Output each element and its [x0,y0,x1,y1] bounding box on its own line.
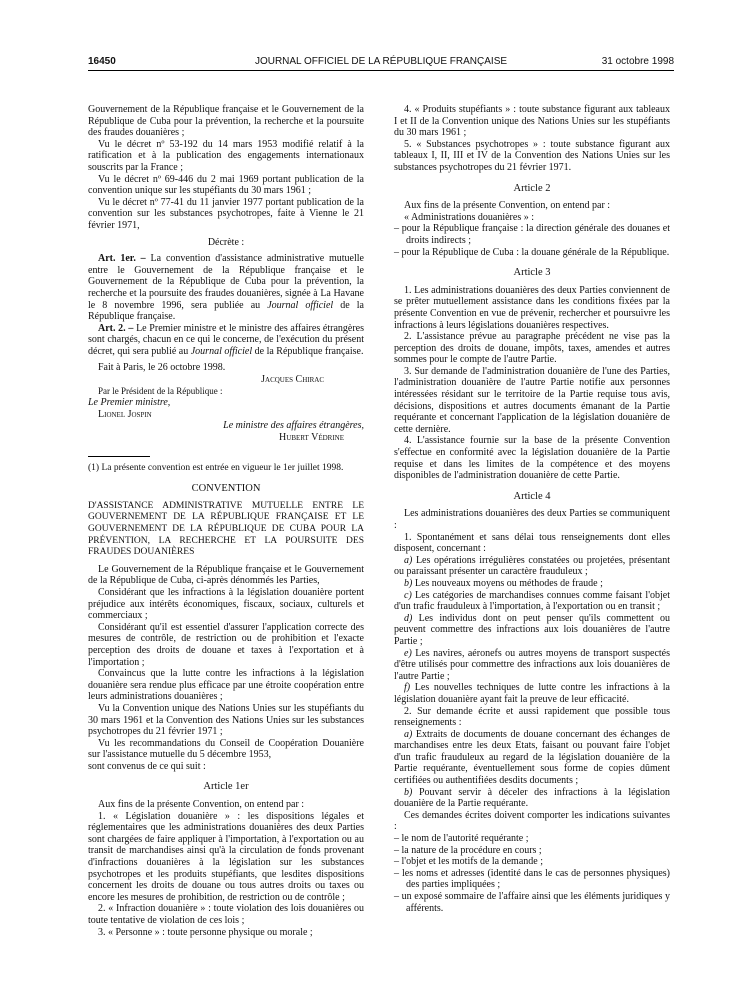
item-text: Extraits de documents de douane concernant des échanges de marchandises entre les deux Etats, faisant ou pouvant faire l'objet d'un trafic frauduleux au regard de la législation douanière de la Partie requérante, éventuellement sous forme de copies dûment certifiées ou authentifiées desdits documents ; [394,728,670,787]
list-item [394,729,670,787]
place-date: Fait à Paris, le 26 octobre 1998. [98,362,226,374]
article-label: Art. 2. – [98,322,134,334]
pm-title-text: Le Premier ministre, [88,397,171,409]
paragraph: Le Gouvernement de la République française et le Gouvernement de la République de Cuba, ci-après dénommés les Parties, [88,563,364,587]
article-text: de la République française. [252,345,364,357]
paragraph: 2. « Infraction douanière » : toute violation des lois douanières ou toute tentative de violation de ces lois ; [88,903,364,926]
paragraph: Considérant que les infractions à la législation douanière portent préjudice aux intérêts économiques, fiscaux, sociaux, culturels et commerciaux ; [88,586,364,622]
article-1 [88,253,364,323]
paragraph: 2. Sur demande écrite et aussi rapidement que possible tous renseignements : [394,705,670,729]
paragraph: Vu le décret nº 69-446 du 2 mai 1969 portant publication de la convention unique sur les stupéfiants du 30 mars 1961 ; [88,173,364,197]
item-letter: c) [404,589,412,601]
list-item: – pour la République française : la direction générale des douanes et droits indirects ; [394,223,670,246]
right-column [394,104,670,914]
footnote: (1) La présente convention est entrée en vigueur le 1er juillet 1998. [88,462,344,473]
paragraph: Convaincus que la lutte contre les infractions à la législation douanière sera rendue plus efficace par une étroite coopération entre leurs administrations douanières ; [88,668,364,703]
paragraph: Gouvernement de la République française et le Gouvernement de la République de Cuba pour la prévention, la recherche et la poursuite des fraudes douanières ; [88,104,364,139]
signature-president: Jacques Chirac [261,374,324,386]
list-item [394,578,670,590]
paragraph: 2. L'assistance prévue au paragraphe précédent ne vise pas la perception des droits de douane, impôts, taxes, amendes et autres sommes pour le compte de l'autre Partie. [394,331,670,366]
list-item [394,682,670,705]
footnote-rule [88,456,150,457]
paragraph: Vu la Convention unique des Nations Unies sur les stupéfiants du 30 mars 1961 et la Convention des Nations Unies sur les substances psychotropes du 21 février 1971 ; [88,702,364,738]
item-text: Les nouveaux moyens ou méthodes de fraude ; [412,577,603,589]
list-item: – la nature de la procédure en cours ; [394,844,542,856]
item-letter: b) [404,577,413,589]
item-text: Les navires, aéronefs ou autres moyens de transport suspectés d'être utilisés pour commettre des infractions aux lois douanières de l'autre Partie ; [394,647,670,682]
item-letter: f) [404,682,411,694]
paragraph: sont convenus de ce qui suit : [88,760,206,772]
list-item [394,590,670,613]
list-item [394,613,670,648]
paragraph: 1. « Législation douanière » : les dispositions légales et réglementaires que les administrations douanières des deux Parties sont chargées de faire appliquer à l'importation, à l'exportation ou au transit de marchandises ainsi qu'à la circulation de fonds provenant d'infractions douanières à la législation sur les substances psychotropes et les produits stupéfiants, que lesdites dispositions concernent les droits de douane ou tous autres droits ou taxes ou encore les mesures de prohibition, de restriction ou de contrôle ; [88,810,364,903]
convention-subtitle: D'ASSISTANCE ADMINISTRATIVE MUTUELLE ENTRE LE GOUVERNEMENT DE LA RÉPUBLIQUE FRANÇAISE ET LE GOUVERNEMENT DE LA RÉPUBLIQUE DE CUBA POUR LA PRÉVENTION, LA RECHERCHE ET LA POURSUITE DES FRAUDES DOUANIÈRES [88,500,364,558]
article-text: Le Premier ministre et le ministre des affaires étrangères sont chargés, chacun en ce qui le concerne, de l'exécution du présent décret, qui sera publié au [88,322,364,357]
paragraph: 5. « Substances psychotropes » : toute substance figurant aux tableaux I, II, III et IV de la Convention des Nations Unies sur les substances psychotropes du 21 février 1971. [394,138,670,173]
mae-title [88,420,364,432]
page-number: 16450 [88,56,116,67]
list-item: – le nom de l'autorité requérante ; [394,833,529,845]
list-item: – un exposé sommaire de l'affaire ainsi que les éléments juridiques y afférents. [394,891,670,914]
paragraph: Considérant qu'il est essentiel d'assurer l'application correcte des mesures de contrôle, de restriction ou de prohibition et l'exacte perception des droits de douane et taxes à l'exportation et à l'importation ; [88,621,364,668]
paragraph: « Administrations douanières » : [404,211,534,223]
decree-heading: Décrète : [207,236,245,248]
page-header [88,56,674,70]
pm-title [88,397,364,409]
list-item [394,648,670,683]
paragraph: 1. Les administrations douanières des deux Parties conviennent de se prêter mutuellement assistance dans les conditions fixées par la présente Convention en vue de prévenir, rechercher et poursuivre les infractions à leurs législations douanières respectives. [394,284,670,331]
paragraph: Les administrations douanières des deux Parties se communiquent : [394,508,670,531]
mae-name: Hubert Védrine [279,432,344,444]
paragraph: 1. Spontanément et sans délai tous renseignements dont elles disposent, concernant : [394,531,670,555]
paragraph: Aux fins de la présente Convention, on entend par : [98,799,305,811]
item-letter: a) [404,728,413,740]
paragraph: 4. L'assistance fournie sur la base de la présente Convention s'effectue en conformité avec la législation douanière de la Partie requise et dans les limites de la compétence et des moyens disponibles de l'administration douanière de cette Partie. [394,435,670,482]
article-label: Art. 1er. – [98,253,146,265]
paragraph: 4. « Produits stupéfiants » : toute substance figurant aux tableaux I et II de la Convention unique des Nations Unies sur les stupéfiants du 30 mars 1961 ; [394,104,670,139]
pm-name: Lionel Jospin [98,408,152,420]
journal-ref: Journal officiel [190,345,253,357]
header-rule [88,70,674,71]
mae-title-text: Le ministre des affaires étrangères, [223,420,364,432]
item-text: Les catégories de marchandises connues comme faisant l'objet d'un trafic frauduleux à l'importation, à l'exportation ou en transit ; [394,589,670,613]
article-heading: Article 4 [513,490,551,502]
journal-title: JOURNAL OFFICIEL DE LA RÉPUBLIQUE FRANÇAISE [254,56,508,67]
paragraph: Aux fins de la présente Convention, on entend par : [404,200,611,212]
left-column [88,104,364,938]
paragraph: 3. « Personne » : toute personne physique ou morale ; [98,926,313,938]
item-letter: e) [404,647,412,659]
article-heading: Article 1er [203,781,249,793]
item-letter: a) [404,554,413,566]
item-text: Pouvant servir à déceler des infractions à la législation douanière de la Partie requérante. [394,786,670,810]
article-heading: Article 3 [513,267,551,279]
article-2 [88,323,364,358]
item-letter: b) [404,786,413,798]
paragraph: Vu le décret nº 53-192 du 14 mars 1953 modifié relatif à la ratification et à la publication des engagements internationaux souscrits par la France ; [88,138,364,173]
article-heading: Article 2 [513,182,551,194]
list-item: – pour la République de Cuba : la douane générale de la République. [394,246,670,258]
list-item [394,555,670,578]
article-text: La convention d'assistance administrative mutuelle entre le Gouvernement de la République française et le Gouvernement de la République de Cuba pour la prévention, la recherche et la poursuite des fraudes douanières, signée à La Havane le 8 novembre 1996, sera publiée au [88,253,364,311]
item-text: Les individus dont on peut penser qu'ils commettent ou peuvent commettre des infractions aux lois douanières de l'autre Partie ; [394,612,670,647]
item-letter: d) [404,612,413,624]
convention-title: CONVENTION [191,483,261,495]
paragraph: Vu les recommandations du Conseil de Coopération Douanière sur l'assistance mutuelle du 5 décembre 1953, [88,737,364,761]
list-item: – les noms et adresses (identité dans le cas de personnes physiques) des parties impliquées ; [394,867,670,891]
item-text: Les opérations irrégulières constatées ou projetées, présentant ou paraissant présenter un caractère frauduleux ; [394,554,670,578]
paragraph: Vu le décret nº 77-41 du 11 janvier 1977 portant publication de la convention sur les substances psychotropes, faite à Vienne le 21 février 1971, [88,196,364,231]
issue-date: 31 octobre 1998 [601,56,674,67]
list-item [394,787,670,810]
by-president: Par le Président de la République : [98,385,223,396]
paragraph: Ces demandes écrites doivent comporter les indications suivantes : [394,809,670,833]
paragraph: 3. Sur demande de l'administration douanière de l'une des Parties, l'administration douanière de l'autre Partie notifie aux personnes intéressées résidant sur le territoire de la Partie requise tous avis, décisions, dispositions et autres documents émanant de la Partie requérante et concernant l'application de la législation douanière de cette dernière. [394,365,670,435]
item-text: Les nouvelles techniques de lutte contre les infractions à la législation douanière ayant fait la preuve de leur efficacité. [394,682,670,705]
journal-ref: Journal officiel [267,299,334,311]
list-item: – l'objet et les motifs de la demande ; [394,856,543,868]
article-text: de la République française. [88,299,364,323]
